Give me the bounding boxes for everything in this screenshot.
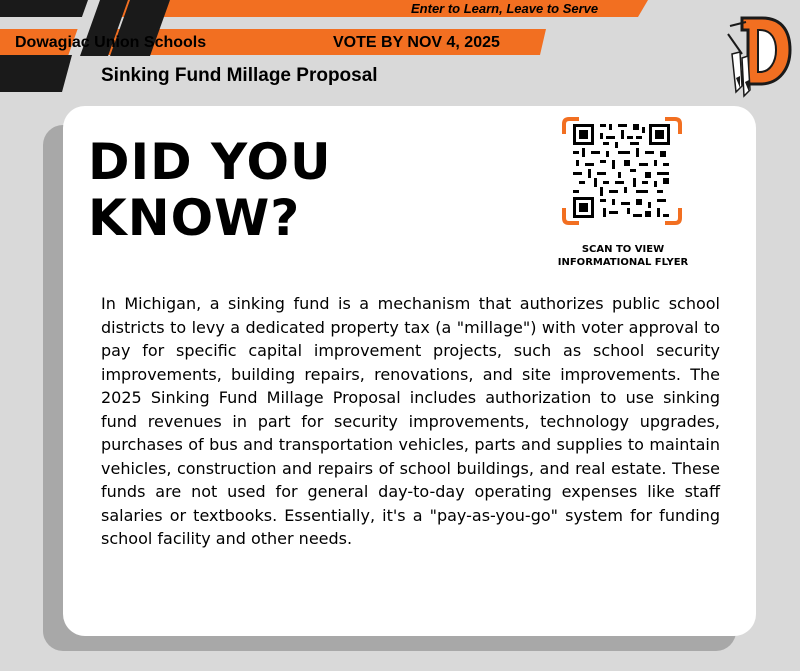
motto: Enter to Learn, Leave to Serve xyxy=(411,1,599,16)
district-name: Dowagiac Union Schools xyxy=(15,34,207,51)
qr-caption-line-2: INFORMATIONAL FLYER xyxy=(557,257,689,268)
feathered-letter-d-logo xyxy=(724,4,794,98)
headline: DID YOU KNOW? xyxy=(88,133,332,247)
qr-code-icon[interactable] xyxy=(561,116,683,226)
body-paragraph: In Michigan, a sinking fund is a mechanism that authorizes public school districts to levy a dedicated property tax (a "millage") with voter approval to pay for specific capital improvement projects, such as school security improvements, building repairs, renovations, and site improvements. The 2025 Sinking Fund Millage Proposal includes authorization to use sinking fund revenues in part for security improvements, technology upgrades, purchases of bus and transportation vehicles, parts and supplies to maintain vehicles, construction and repairs of school buildings, and real estate. These funds are not used for general day-to-day operating expenses like staff salaries or textbooks. Essentially, it's a "pay-as-you-go" system for funding school facility and other needs. xyxy=(101,294,720,548)
qr-caption-line-1: SCAN TO VIEW xyxy=(581,244,665,255)
vote-deadline: VOTE BY NOV 4, 2025 xyxy=(333,34,500,51)
page-subtitle: Sinking Fund Millage Proposal xyxy=(101,65,378,86)
qr-caption xyxy=(535,243,711,269)
